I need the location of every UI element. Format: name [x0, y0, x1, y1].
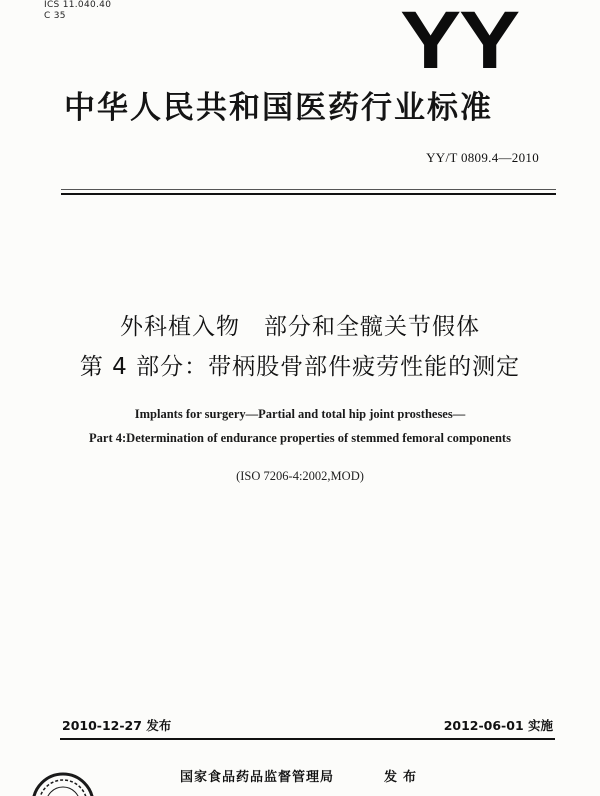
issued-label: 发布	[384, 770, 423, 785]
official-seal-icon	[28, 766, 98, 796]
classification-codes	[44, 0, 111, 22]
standard-category-title: 中华人民共和国医药行业标准	[64, 90, 493, 126]
footer-divider	[60, 738, 555, 740]
header-divider-thin	[61, 189, 556, 190]
standard-number: YY/T 0809.4—2010	[426, 150, 539, 165]
iso-reference: (ISO 7206-4:2002,MOD)	[236, 469, 364, 483]
yy-logo: YY	[400, 0, 519, 86]
implement-date: 2012-06-01 实施	[443, 718, 553, 733]
header-divider-thick	[61, 193, 556, 195]
chinese-title-line-2: 第 4 部分：带柄股骨部件疲劳性能的测定	[79, 354, 521, 380]
english-title-line-2: Part 4:Determination of endurance properties of stemmed femoral components	[89, 431, 511, 445]
publish-date: 2010-12-27 发布	[62, 718, 172, 733]
chinese-title-line-1: 外科植入物 部分和全髋关节假体	[120, 314, 480, 340]
ccs-code: C 35	[44, 11, 66, 21]
issuing-authority: 国家食品药品监督管理局	[180, 770, 335, 785]
ics-code: ICS 11.040.40	[44, 0, 112, 10]
english-title-line-1: Implants for surgery—Partial and total hip joint prostheses—	[134, 407, 466, 421]
